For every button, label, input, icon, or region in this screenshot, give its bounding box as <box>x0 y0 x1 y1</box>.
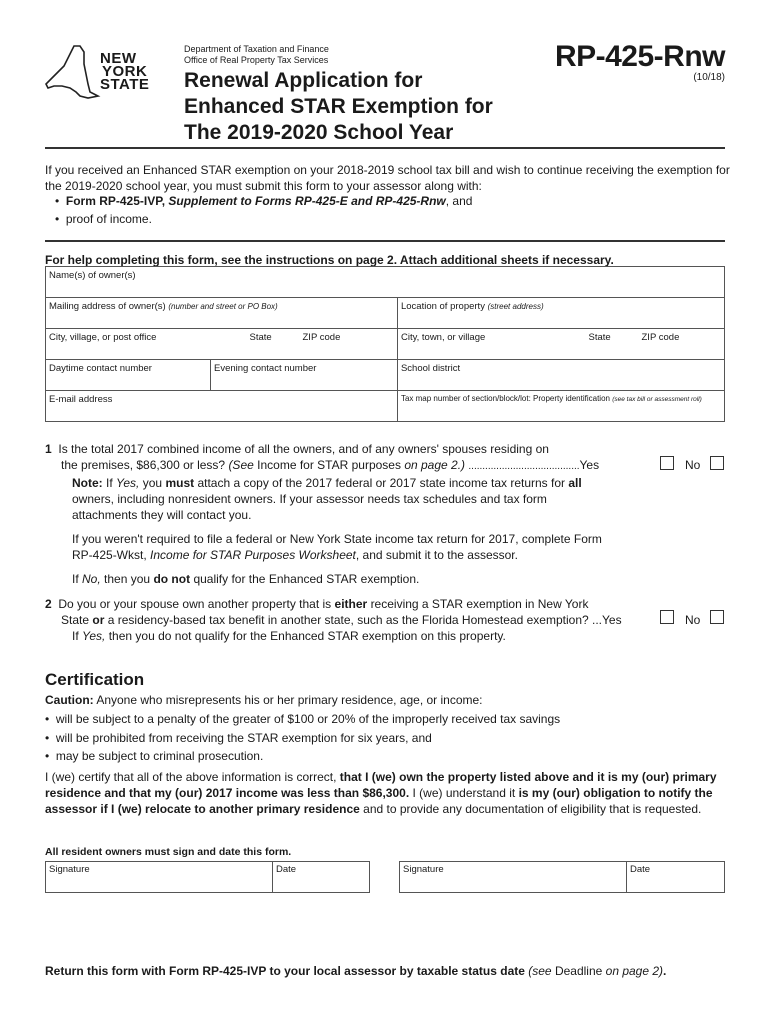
q1-yes-checkbox[interactable] <box>660 456 674 470</box>
signature-box-2 <box>399 861 725 893</box>
q1-note: Note: If Yes, you must attach a copy of the 2017 federal or 2017 state income tax returns for all owners, including nonresident owners. If your assessor needs tax schedules and tax form attachments they will contact you. <box>72 476 582 522</box>
revision-date: (10/18) <box>693 72 725 83</box>
certification-statement: I (we) certify that all of the above information is correct, that I (we) own the property listed above and it is my (our) primary residence and that my (our) 2017 income was less than $86,300. I (we) understand it is my (our) obligation to notify the assessor if I (we) relocate to another primary residence and to provide any documentation of eligibility that is requested. <box>45 770 717 816</box>
school-district-field[interactable]: School district <box>397 360 724 391</box>
list-item: • proof of income. <box>55 212 152 226</box>
q2-no-checkbox[interactable] <box>710 610 724 624</box>
signature-field[interactable]: Signature <box>46 862 273 893</box>
q1-no-label: No <box>685 458 701 472</box>
divider <box>45 240 725 242</box>
signature-box-1 <box>45 861 370 893</box>
requirements-list <box>55 192 472 228</box>
divider <box>45 147 725 149</box>
daytime-phone-field[interactable]: Daytime contact number <box>46 360 211 391</box>
caution-list <box>45 710 735 766</box>
new-york-state-map-icon <box>44 44 102 104</box>
question-1: 1 Is the total 2017 combined income of all the owners, and of any owners' spouses residing on the premises, $86,300 or less? (See Income for STAR purposes on page 2.) ........................................Yes <box>45 442 600 472</box>
certification-heading: Certification <box>45 670 145 689</box>
date-field[interactable]: Date <box>273 862 370 893</box>
q2-no-label: No <box>685 613 701 627</box>
list-item: • may be subject to criminal prosecution. <box>45 749 264 763</box>
form-number: RP-425-Rnw <box>554 40 725 73</box>
q1-worksheet-note: If you weren't required to file a federal or New York State income tax return for 2017, complete Form RP-425-Wkst, Income for STAR Purposes Worksheet, and submit it to the assessor. <box>72 532 602 562</box>
property-location-field[interactable]: Location of property (street address) <box>397 298 724 329</box>
q1-no-checkbox[interactable] <box>710 456 724 470</box>
owner-info-table <box>45 266 725 422</box>
signature-field[interactable]: Signature <box>400 862 627 893</box>
property-city-state-zip-field[interactable]: City, town, or village State ZIP code <box>397 329 724 360</box>
new-york-state-logo: NEW YORK STATE <box>100 50 150 93</box>
form-title: Renewal Application for Enhanced STAR Exemption for The 2019-2020 School Year <box>184 69 493 144</box>
list-item: • will be subject to a penalty of the greater of $100 or 20% of the improperly received tax savings <box>45 712 561 726</box>
tax-map-field[interactable]: Tax map number of section/block/lot: Property identification (see tax bill or assessment roll) <box>397 391 724 422</box>
date-field[interactable]: Date <box>627 862 725 893</box>
evening-phone-field[interactable]: Evening contact number <box>211 360 398 391</box>
mailing-address-field[interactable]: Mailing address of owner(s) (number and street or PO Box) <box>46 298 398 329</box>
q1-no-note: If No, then you do not qualify for the Enhanced STAR exemption. <box>72 572 420 586</box>
help-text: For help completing this form, see the instructions on page 2. Attach additional sheets if necessary. <box>45 253 614 267</box>
return-instructions: Return this form with Form RP-425-IVP to your local assessor by taxable status date (see Deadline on page 2). <box>45 964 667 978</box>
sign-instruction: All resident owners must sign and date this form. <box>45 846 292 858</box>
q2-yes-checkbox[interactable] <box>660 610 674 624</box>
email-field[interactable]: E-mail address <box>46 391 398 422</box>
list-item: • Form RP-425-IVP, Supplement to Forms RP-425-E and RP-425-Rnw, and <box>55 194 473 208</box>
caution-text: Caution: Anyone who misrepresents his or her primary residence, age, or income: <box>45 693 483 707</box>
list-item: • will be prohibited from receiving the STAR exemption for six years, and <box>45 730 432 745</box>
owner-name-field[interactable]: Name(s) of owner(s) <box>46 267 725 298</box>
city-state-zip-field[interactable]: City, village, or post office State ZIP code <box>46 329 398 360</box>
department-name: Department of Taxation and Finance Office of Real Property Tax Services <box>184 44 329 65</box>
intro-text: If you received an Enhanced STAR exemption on your 2018-2019 school tax bill and wish to continue receiving the exemption for the 2019-2020 school year, you must submit this form to your assessor along with: <box>45 163 730 193</box>
question-2: 2 Do you or your spouse own another property that is either receiving a STAR exemption in New York State or a residency-based tax benefit in another state, such as the Florida Homestead exemption? ...Yes If Yes, then you do not qualify for the Enhanced STAR exemption on this property. <box>45 597 622 643</box>
